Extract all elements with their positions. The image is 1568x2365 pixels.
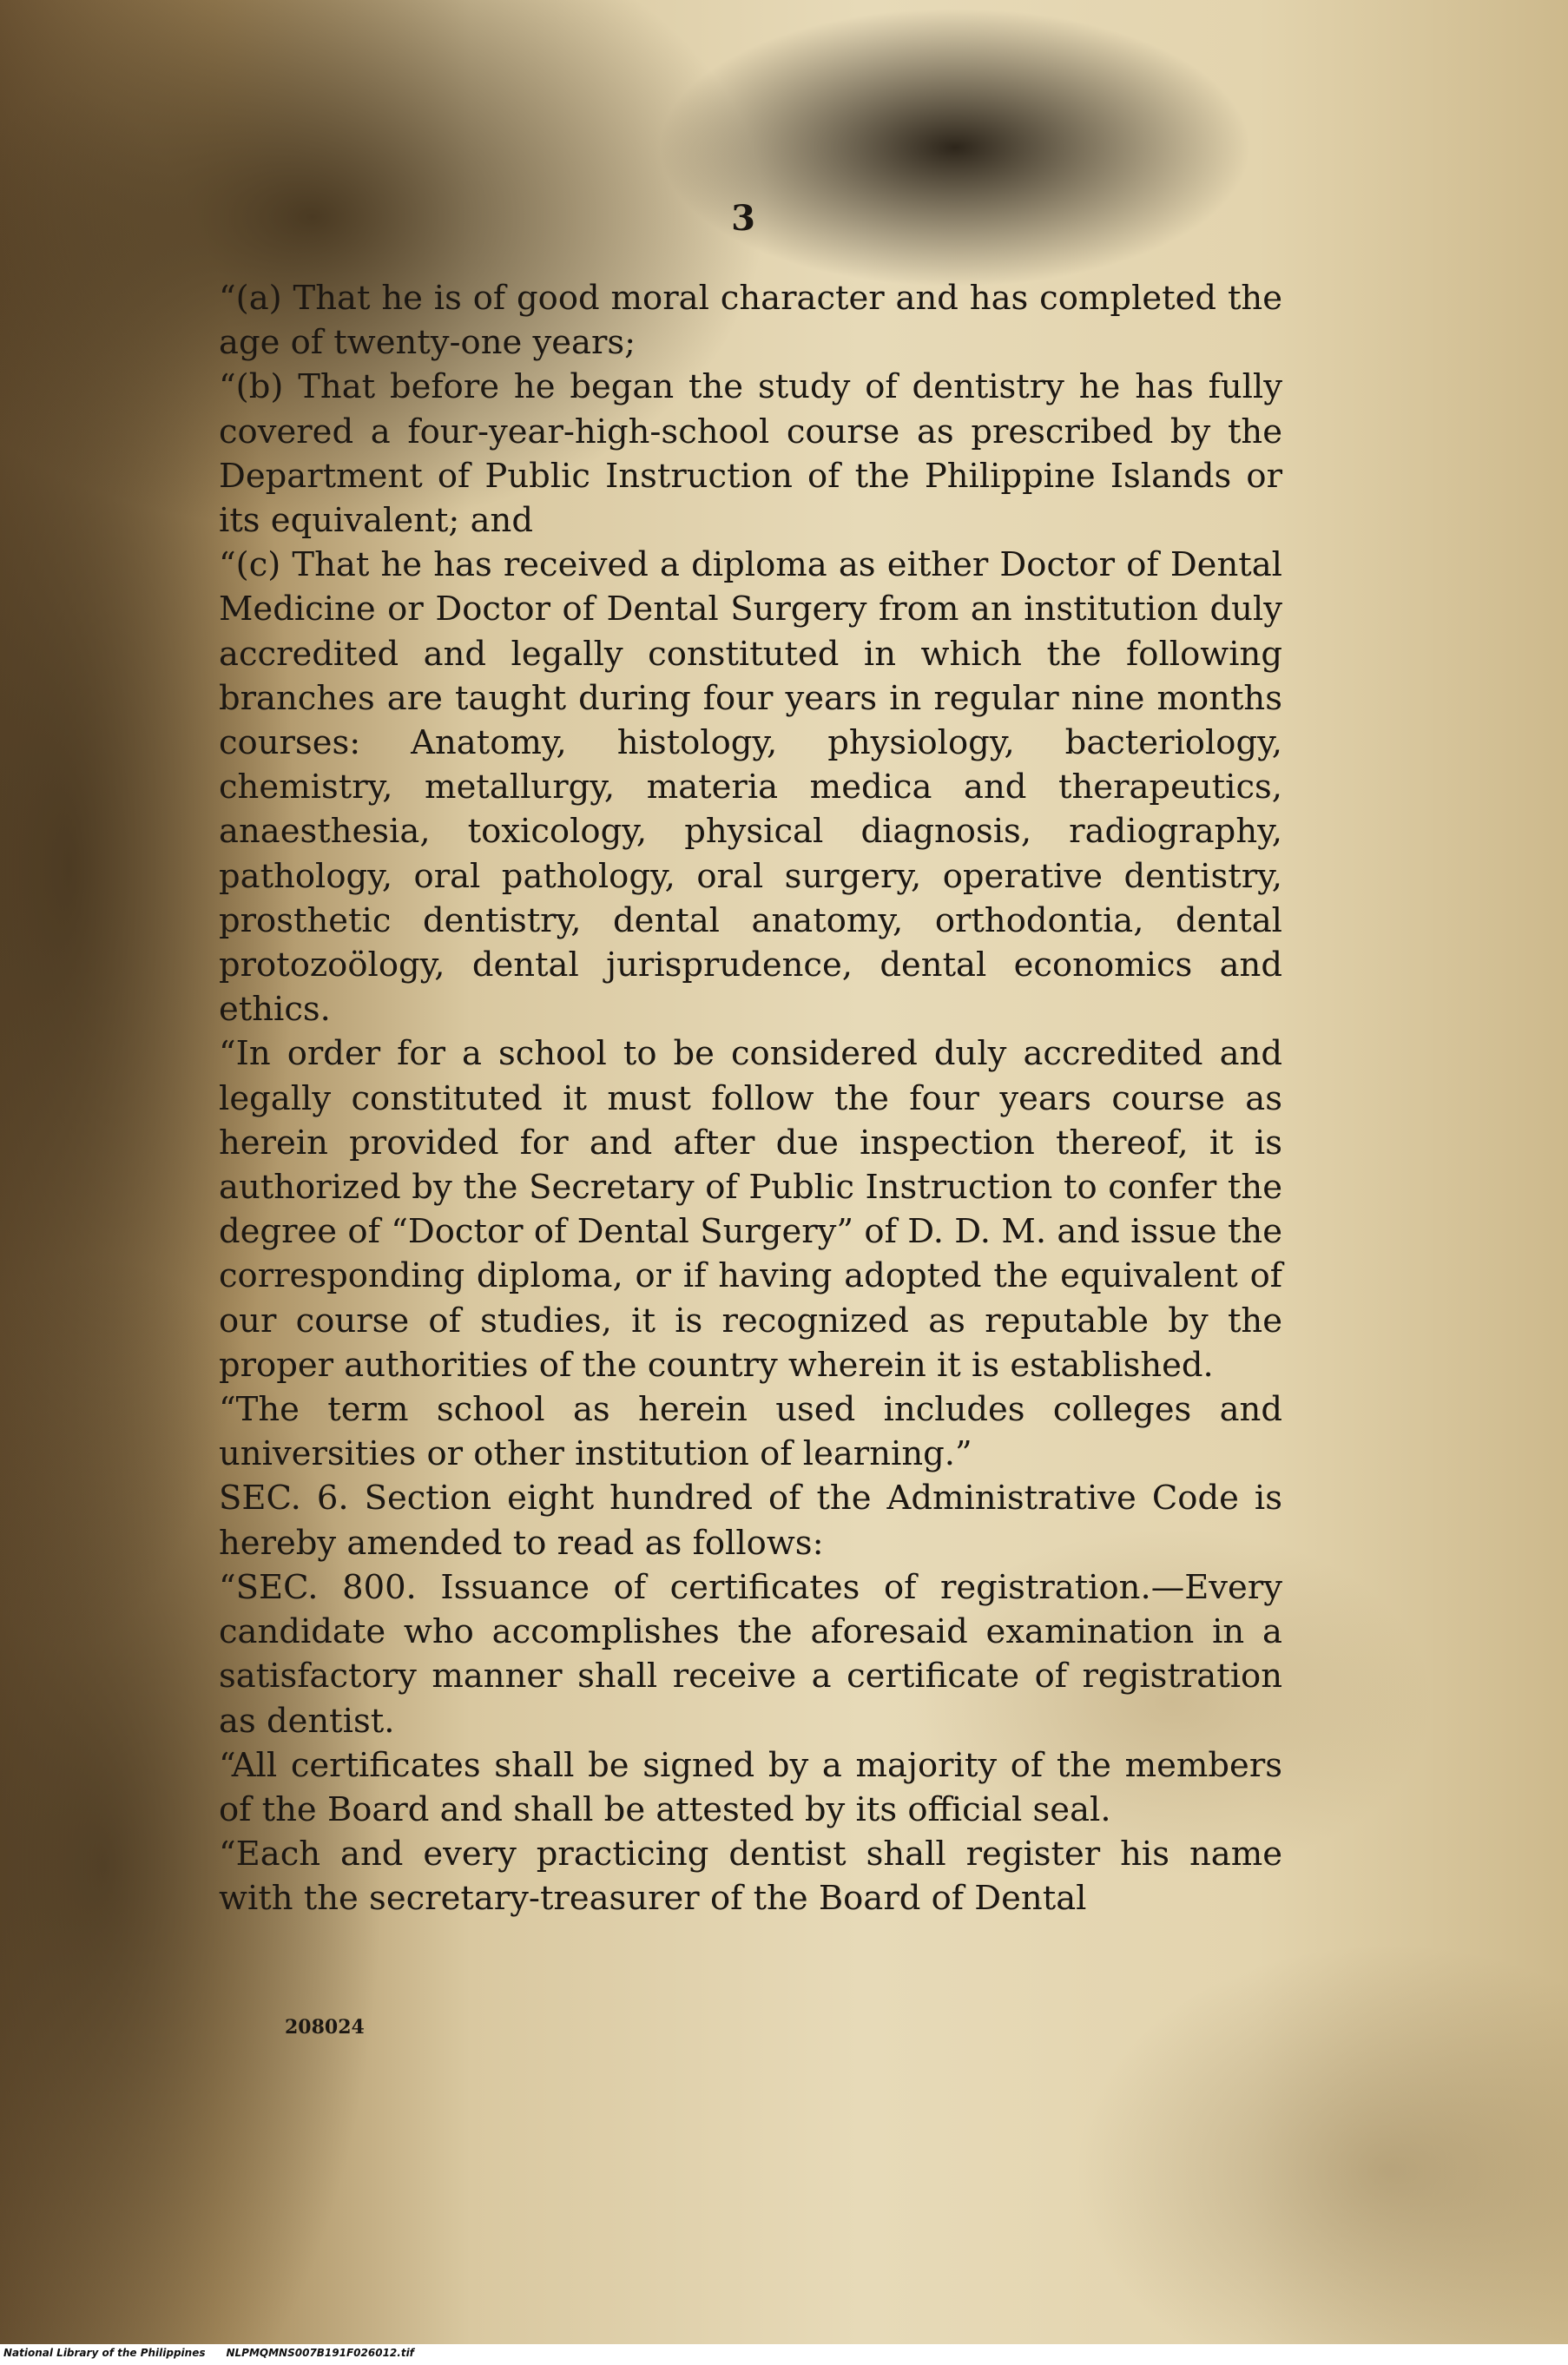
paragraph-accreditation: “In order for a school to be considered duly accredited and legally constituted it must follow the four years course as herein provided for and after due inspection thereof, it is authorized by the Secretary of Public Instruction to confer the degree of “Doctor of Dental Surgery” of D. D. M. and issue the corresponding diploma, or if having adopted the equivalent of our course of studies, it is recognized as reputable by the proper authorities of the country wherein it is established.	[219, 1034, 1282, 1385]
reference-number: 208024	[285, 2016, 365, 2039]
paragraph-section-800: “SEC. 800. Issuance of certificates of registration.—Every candidate who accomplishes the aforesaid examination in a satisfactory manner shall receive a certificate of registration as dentist.	[219, 1567, 1282, 1741]
footer-institution: National Library of the Philippines	[3, 2347, 206, 2359]
footer-filename: NLPMQMNS007B191F026012.tif	[226, 2347, 414, 2359]
scan-footer	[3, 2347, 414, 2359]
paragraph-section-6: SEC. 6. Section eight hundred of the Administrative Code is hereby amended to read as follows:	[219, 1479, 1282, 1563]
paragraph-registration: “Each and every practicing dentist shall register his name with the secretary-treasurer of the Board of Dental	[219, 1835, 1282, 1919]
paragraph-a: “(a) That he is of good moral character and has completed the age of twenty-one years;	[219, 279, 1282, 363]
body-text	[219, 276, 1282, 1921]
page-number: 3	[731, 198, 755, 239]
paragraph-c: “(c) That he has received a diploma as either Doctor of Dental Medicine or Doctor of Dental Surgery from an institution duly accredited and legally constituted in which the following branches are taught during four years in regular nine months courses: Anatomy, histology, physiology, bacteriology, chemistry, metallurgy, materia medica and therapeutics, anaesthesia, toxicology, physical diagnosis, radiography, pathology, oral pathology, oral surgery, operative dentistry, prosthetic dentistry, dental anatomy, orthodontia, dental protozoölogy, dental jurisprudence, dental economics and ethics.	[219, 545, 1282, 1030]
paragraph-b: “(b) That before he began the study of dentistry he has fully covered a four-year-high-school course as prescribed by the Department of Public Instruction of the Philippine Islands or its equivalent; and	[219, 367, 1282, 541]
paragraph-school-term: “The term school as herein used includes colleges and universities or other institution of learning.”	[219, 1390, 1282, 1474]
paragraph-certificates: “All certificates shall be signed by a majority of the members of the Board and shall be attested by its official seal.	[219, 1745, 1282, 1829]
